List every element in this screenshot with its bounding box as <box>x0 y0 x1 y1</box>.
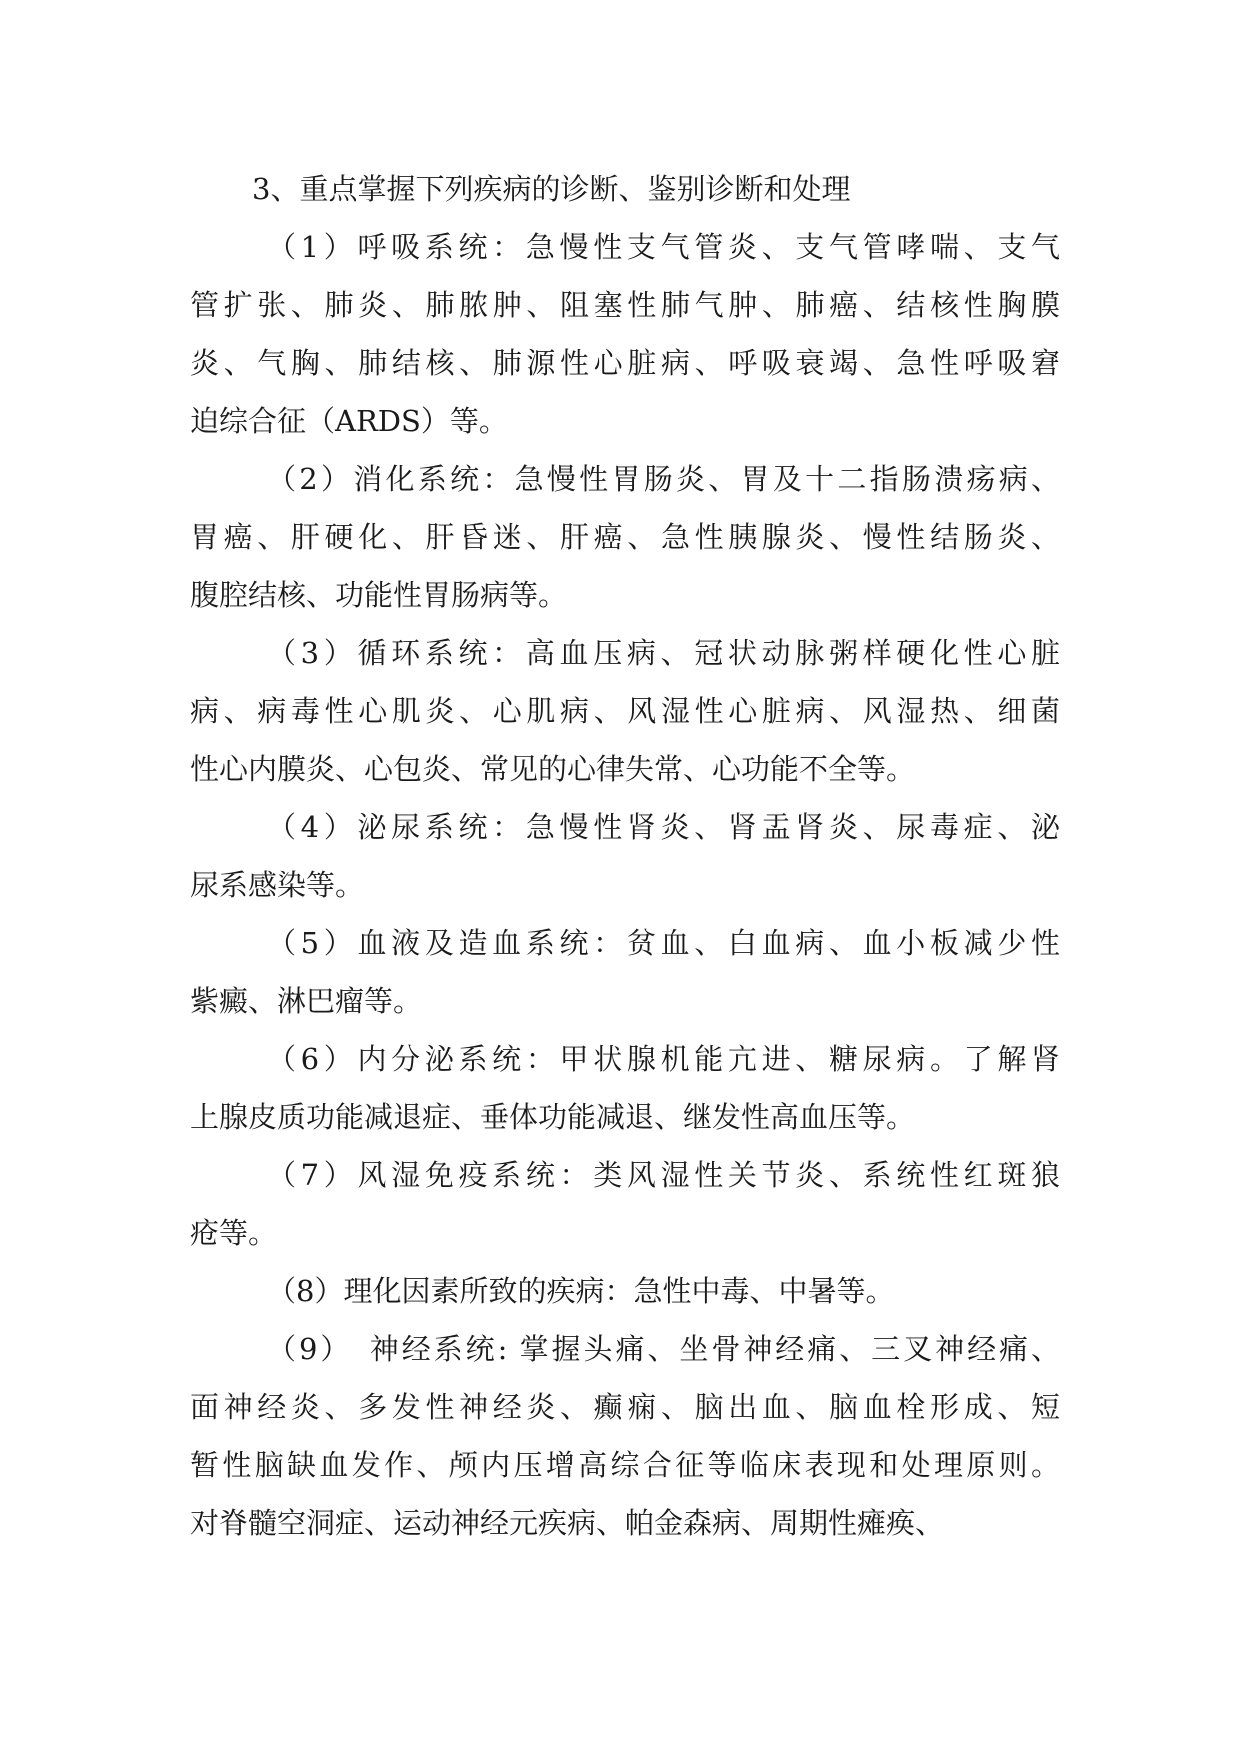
paragraph <box>190 1262 1060 1320</box>
text-line: （6）内分泌系统：甲状腺机能亢进、糖尿病。了解肾 <box>267 1042 1060 1076</box>
text-line: 迫综合征（ARDS）等。 <box>190 404 508 438</box>
text-line: （1）呼吸系统：急慢性支气管炎、支气管哮喘、支气 <box>267 230 1060 264</box>
paragraph-list <box>190 218 1060 1552</box>
text-line: （3）循环系统：高血压病、冠状动脉粥样硬化性心脏 <box>267 636 1060 670</box>
paragraph <box>190 1146 1060 1262</box>
text-line: 炎、气胸、肺结核、肺源性心脏病、呼吸衰竭、急性呼吸窘 <box>190 346 1060 380</box>
text-line: 性心内膜炎、心包炎、常见的心律失常、心功能不全等。 <box>190 752 916 786</box>
text-line: （9） 神经系统: 掌握头痛、坐骨神经痛、三叉神经痛、 <box>267 1332 1060 1366</box>
text-line: 腹腔结核、功能性胃肠病等。 <box>190 578 568 612</box>
document-body <box>190 160 1060 1552</box>
text-line: （5）血液及造血系统：贫血、白血病、血小板减少性 <box>267 926 1060 960</box>
paragraph <box>190 624 1060 798</box>
text-line: 胃癌、肝硬化、肝昏迷、肝癌、急性胰腺炎、慢性结肠炎、 <box>190 520 1060 554</box>
text-line: 暂性脑缺血发作、颅内压增高综合征等临床表现和处理原则。 <box>190 1448 1060 1482</box>
paragraph <box>190 1030 1060 1146</box>
paragraph <box>190 218 1060 450</box>
paragraph <box>190 914 1060 1030</box>
text-line: 上腺皮质功能减退症、垂体功能减退、继发性高血压等。 <box>190 1100 916 1134</box>
text-line: 紫癜、淋巴瘤等。 <box>190 984 423 1018</box>
text-line: 尿系感染等。 <box>190 868 365 902</box>
text-line: 面神经炎、多发性神经炎、癫痫、脑出血、脑血栓形成、短 <box>190 1390 1060 1424</box>
paragraph <box>190 1320 1060 1552</box>
paragraph <box>190 798 1060 914</box>
text-line: 疮等。 <box>190 1216 278 1250</box>
paragraph <box>190 450 1060 624</box>
text-line: 对脊髓空洞症、运动神经元疾病、帕金森病、周期性瘫痪、 <box>190 1506 945 1540</box>
text-line: 管扩张、肺炎、肺脓肿、阻塞性肺气肿、肺癌、结核性胸膜 <box>190 288 1060 322</box>
section-heading: 3、重点掌握下列疾病的诊断、鉴别诊断和处理 <box>252 172 851 206</box>
text-line: （7）风湿免疫系统：类风湿性关节炎、系统性红斑狼 <box>267 1158 1060 1192</box>
text-line: （2）消化系统：急慢性胃肠炎、胃及十二指肠溃疡病、 <box>267 462 1060 496</box>
text-line: 病、病毒性心肌炎、心肌病、风湿性心脏病、风湿热、细菌 <box>190 694 1060 728</box>
text-line: （4）泌尿系统：急慢性肾炎、肾盂肾炎、尿毒症、泌 <box>267 810 1060 844</box>
text-line: （8）理化因素所致的疾病：急性中毒、中暑等。 <box>267 1274 895 1308</box>
